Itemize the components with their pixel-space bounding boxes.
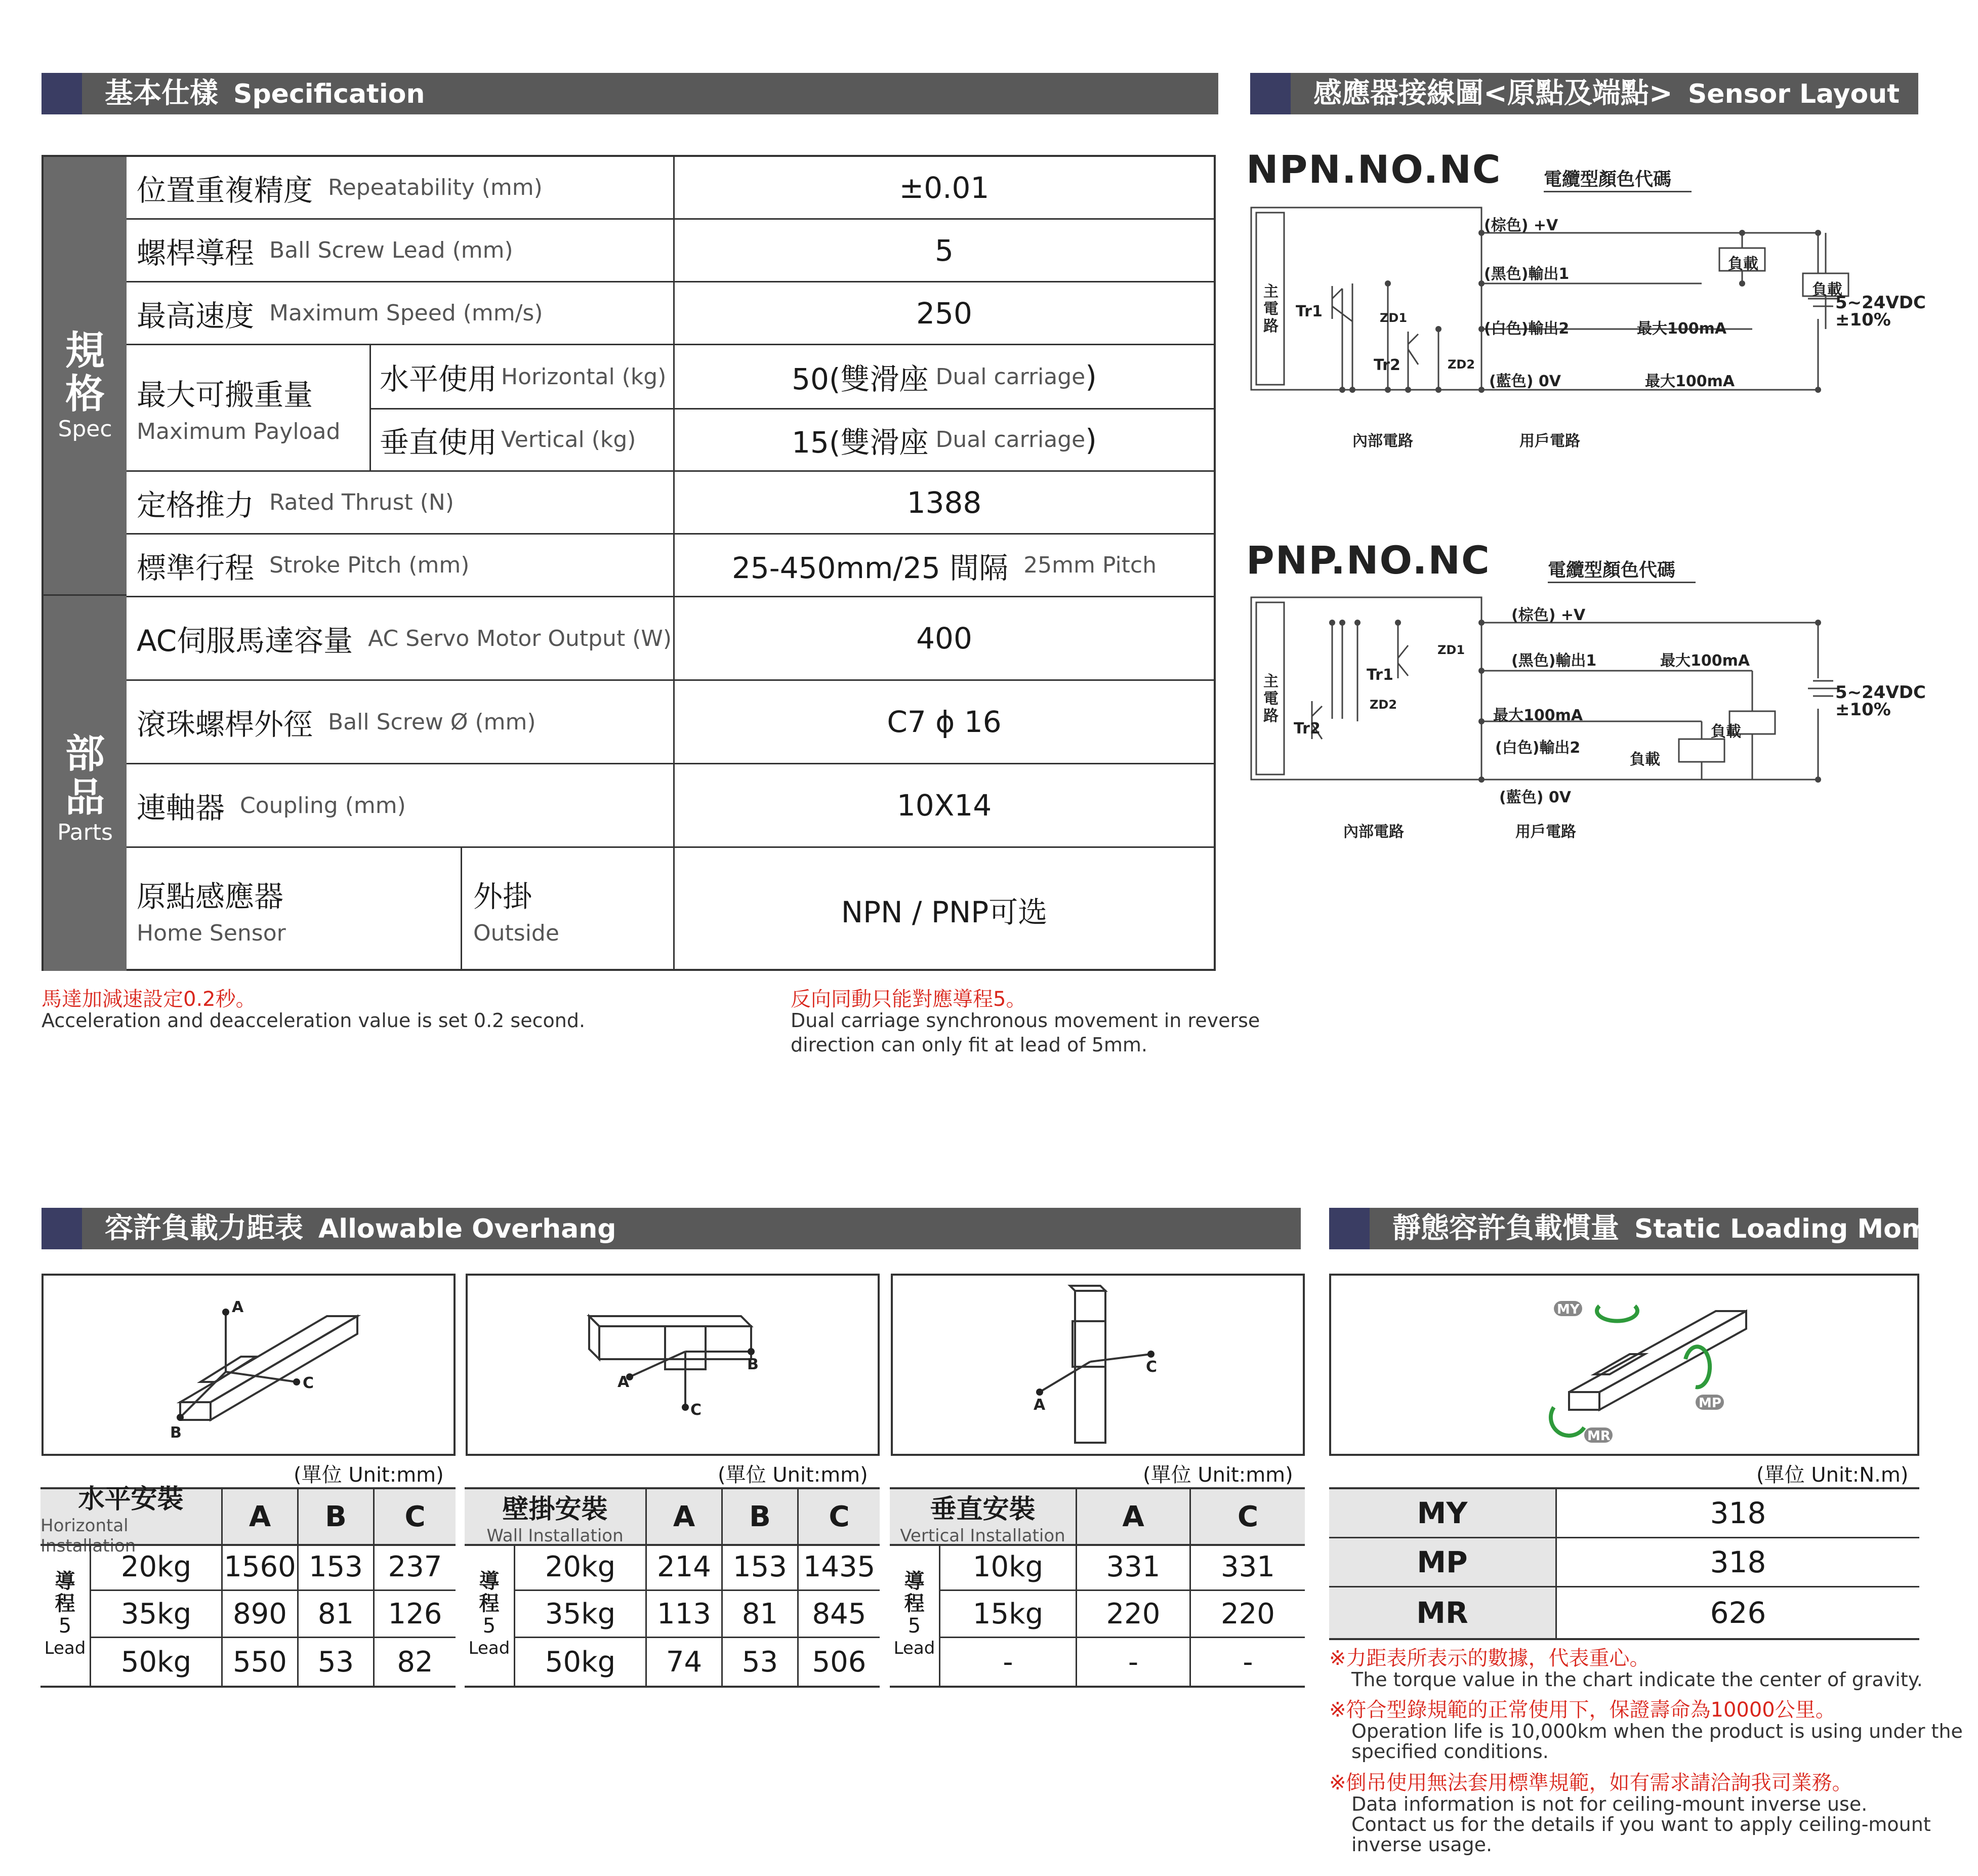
moment-note-3-en-3: inverse usage. [1351,1833,1493,1856]
spec-row-home-sensor [127,848,1214,971]
spec-table [42,155,1216,971]
payload-vertical-value: 15(雙滑座 Dual carriage ) [673,409,1214,470]
moment-note-3-en-1: Data information is not for ceiling-mount inverse use. [1351,1793,1868,1815]
npn-vdc: 5~24VDC [1835,293,1926,313]
spec-group-label: 規 格 Spec [44,157,127,596]
payload-horizontal-label: 水平使用 Horizontal (kg) [380,362,667,396]
lead-label: 導 程 5 Lead [465,1544,515,1686]
pnp-max-2: 最大100mA [1493,707,1583,724]
horizontal-table: 水平安裝 Horizontal Installation A B C 導 程 5 Lead 20kg 1560 153 237 35kg 890 81 126 50kg 550 53 82 [40,1487,456,1688]
note-sync-en-2: direction can only fit at lead of 5mm. [791,1034,1148,1056]
horizontal-title: 水平安裝 Horizontal Installation [40,1489,223,1544]
spec-row-repeatability: 位置重複精度 Repeatability (mm) ±0.01 [127,157,1214,220]
npn-max-1: 最大100mA [1637,320,1727,338]
npn-black-label: (黑色)輸出1 [1484,265,1570,283]
vertical-title: 垂直安裝 Vertical Installation [890,1489,1077,1544]
axis-c-label: C [1146,1358,1158,1376]
parts-group-label: 部 品 Parts [44,596,127,971]
sensor-header-title: 感應器接線圖<原點及端點> Sensor Layout [1313,77,1900,110]
npn-max-2: 最大100mA [1645,373,1735,390]
note-accel-en: Acceleration and deacceleration value is set 0.2 second. [42,1009,586,1032]
header-accent [1329,1208,1370,1249]
pnp-black-label: (黑色)輸出1 [1511,652,1597,670]
moment-note-3-zh: ※倒吊使用無法套用標準規範，如有需求請洽詢我司業務。 [1329,1771,1852,1795]
axis-b-label: B [747,1356,759,1373]
pnp-blue-label: (藍色) 0V [1499,789,1571,806]
mp-icon-label: MP [1699,1396,1721,1411]
lead-label: 導 程 5 Lead [40,1544,91,1686]
wall-title: 壁掛安裝 Wall Installation [465,1489,647,1544]
pnp-vdc: 5~24VDC [1835,682,1926,703]
moment-header-title: 靜態容許負載慣量 Static Loading Moment [1392,1212,1978,1245]
pnp-load-1: 負載 [1711,723,1741,741]
npn-zd1: ZD1 [1380,311,1408,325]
header-accent [42,73,82,114]
pnp-tr1: Tr1 [1367,666,1393,684]
pnp-internal-circuit: 內部電路 [1343,823,1404,841]
moment-note-1-zh: ※力距表所表示的數據，代表重心。 [1329,1647,1650,1670]
pnp-code-label: 電纜型顏色代碼 [1548,556,1696,583]
npn-load-1: 負載 [1728,255,1758,273]
moment-image [1329,1274,1919,1456]
axis-a-label: A [617,1373,630,1391]
header-accent [42,1208,82,1249]
spec-row-motor: AC伺服馬達容量 AC Servo Motor Output (W) 400 [127,597,1214,681]
pnp-tr2: Tr2 [1294,720,1321,738]
npn-tr2: Tr2 [1374,356,1400,374]
overhang-header-title: 容許負載力距表 Allowable Overhang [105,1212,616,1245]
npn-wiring-diagram [1246,197,1914,461]
npn-title: NPN.NO.NC [1246,147,1502,192]
spec-row-screw: 滾珠螺桿外徑 Ball Screw Ø (mm) C7 ϕ 16 [127,681,1214,764]
note-accel-zh: 馬達加減速設定0.2秒。 [42,988,256,1011]
unit-horizontal: (單位 Unit:mm) [294,1463,444,1487]
moment-header [1329,1208,1978,1249]
pnp-white-label: (白色)輸出2 [1495,739,1581,757]
my-icon-label: MY [1557,1302,1580,1317]
sensor-header [1250,73,1918,114]
wall-install-image [466,1274,880,1456]
npn-white-label: (白色)輸出2 [1484,320,1570,338]
moment-note-2-en-2: specified conditions. [1351,1740,1549,1763]
home-sensor-value: NPN / PNP可选 [673,848,1214,971]
payload-horizontal-value: 50(雙滑座 Dual carriage ) [673,345,1214,408]
npn-internal-circuit: 內部電路 [1352,432,1413,450]
header-accent [1250,73,1291,114]
axis-c-label: C [303,1374,314,1392]
overhang-header [42,1208,1301,1249]
pnp-zd2: ZD2 [1370,698,1397,712]
spec-header [42,73,1218,114]
axis-b-label: B [170,1424,182,1442]
axis-c-label: C [690,1401,702,1419]
vertical-table: 垂直安裝 Vertical Installation A C 導 程 5 Lead 10kg 331 331 15kg 220 220 - - - [890,1487,1305,1688]
payload-vertical-label: 垂直使用 Vertical (kg) [380,425,636,460]
npn-blue-label: (藍色) 0V [1489,373,1561,390]
npn-tr1: Tr1 [1296,303,1323,320]
unit-vertical: (單位 Unit:mm) [1143,1463,1293,1487]
spec-row-payload [127,345,1214,472]
pnp-user-circuit: 用戶電路 [1515,823,1576,841]
npn-load-2: 負載 [1812,281,1842,299]
moment-table: MY 318 MP 318 MR 626 [1329,1487,1919,1640]
unit-moment: (單位 Unit:N.m) [1756,1463,1909,1487]
pnp-max-1: 最大100mA [1660,652,1750,670]
home-sensor-label: 原點感應器 Home Sensor [137,879,286,946]
npn-brown-label: (棕色) +V [1484,217,1558,234]
spec-row-coupling: 連軸器 Coupling (mm) 10X14 [127,764,1214,848]
spec-header-title: 基本仕樣 Specification [105,77,425,110]
axis-a-label: A [232,1298,244,1316]
moment-note-1-en: The torque value in the chart indicate the center of gravity. [1351,1668,1923,1691]
npn-zd2: ZD2 [1448,357,1475,372]
pnp-load-2: 負載 [1630,751,1660,768]
wall-table: 壁掛安裝 Wall Installation A B C 導 程 5 Lead 20kg 214 153 1435 35kg 113 81 845 50kg 74 53 506 [465,1487,880,1688]
pnp-main-circuit: 主 電 路 [1263,673,1279,725]
npn-code-label: 電纜型顏色代碼 [1544,165,1692,192]
lead-label: 導 程 5 Lead [890,1544,940,1686]
horizontal-install-image [42,1274,456,1456]
pnp-tol: ±10% [1835,700,1891,720]
payload-label: 最大可搬重量 Maximum Payload [137,378,341,444]
moment-note-2-en-1: Operation life is 10,000km when the product is using under the [1351,1720,1963,1742]
moment-note-3-en-2: Contact us for the details if you want to apply ceiling-mount [1351,1813,1931,1836]
pnp-zd1: ZD1 [1437,643,1465,657]
pnp-title: PNP.NO.NC [1246,538,1491,583]
pnp-brown-label: (棕色) +V [1511,606,1586,624]
vertical-install-image [891,1274,1305,1456]
axis-a-label: A [1034,1396,1046,1414]
note-sync-en-1: Dual carriage synchronous movement in reverse [791,1009,1260,1032]
unit-wall: (單位 Unit:mm) [718,1463,868,1487]
spec-row-speed: 最高速度 Maximum Speed (mm/s) 250 [127,282,1214,345]
spec-row-stroke: 標準行程 Stroke Pitch (mm) 25-450mm/25 間隔 25mm Pitch [127,535,1214,597]
spec-row-lead: 螺桿導程 Ball Screw Lead (mm) 5 [127,220,1214,282]
npn-tol: ±10% [1835,310,1891,330]
spec-row-thrust: 定格推力 Rated Thrust (N) 1388 [127,472,1214,535]
note-sync-zh: 反向同動只能對應導程5。 [791,988,1026,1011]
home-sensor-mount: 外掛 Outside [461,848,673,971]
npn-main-circuit: 主 電 路 [1263,283,1279,335]
npn-user-circuit: 用戶電路 [1519,432,1580,450]
mr-icon-label: MR [1587,1429,1611,1444]
moment-note-2-zh: ※符合型錄規範的正常使用下，保證壽命為10000公里。 [1329,1698,1836,1722]
